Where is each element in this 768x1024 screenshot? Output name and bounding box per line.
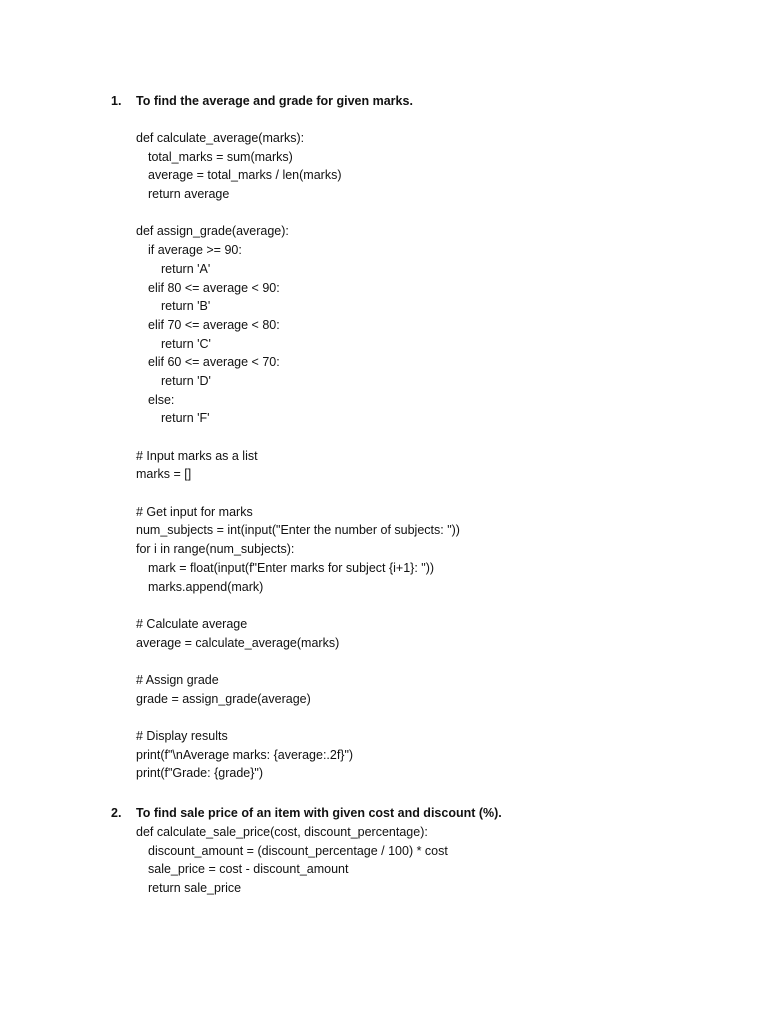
section-title: To find sale price of an item with given cost and discount (%).: [136, 806, 502, 820]
blank-line: [136, 204, 460, 223]
code-line: return sale_price: [148, 881, 242, 896]
code-line: return 'F': [161, 411, 210, 426]
code-line: average = total_marks / len(marks): [148, 168, 342, 183]
code-line: return 'B': [161, 299, 211, 314]
code-line: marks.append(mark): [148, 579, 264, 594]
section-number: 2.: [111, 806, 122, 820]
code-block: [136, 129, 460, 783]
code-line: return 'C': [161, 336, 211, 351]
blank-line: [136, 652, 460, 671]
code-line: discount_amount = (discount_percentage / 100) * cost: [148, 843, 448, 858]
code-line: def calculate_average(marks):: [136, 131, 305, 145]
code-line: else:: [148, 392, 175, 407]
section-heading: [0, 804, 768, 823]
code-line: return average: [148, 187, 230, 202]
code-line: # Input marks as a list: [136, 448, 258, 463]
code-line: def calculate_sale_price(cost, discount_percentage):: [136, 825, 428, 839]
code-line: # Display results: [136, 729, 228, 743]
code-line: # Assign grade: [136, 672, 219, 687]
section-heading: [0, 92, 768, 111]
code-line: num_subjects = int(input("Enter the number of subjects: ")): [136, 523, 460, 538]
section-title: To find the average and grade for given marks.: [136, 94, 413, 108]
code-line: for i in range(num_subjects):: [136, 542, 295, 557]
code-line: print(f"Grade: {grade}"): [136, 766, 263, 781]
blank-line: [136, 708, 460, 727]
section-number: 1.: [111, 94, 122, 108]
code-line: mark = float(input(f"Enter marks for subject {i+1}: ")): [148, 560, 435, 575]
code-line: marks = []: [136, 467, 192, 482]
code-line: # Get input for marks: [136, 504, 253, 519]
code-line: grade = assign_grade(average): [136, 691, 311, 706]
code-line: average = calculate_average(marks): [136, 635, 340, 650]
code-line: # Calculate average: [136, 616, 248, 631]
code-line: sale_price = cost - discount_amount: [148, 862, 349, 877]
code-line: print(f"\nAverage marks: {average:.2f}"): [136, 747, 354, 762]
code-line: elif 70 <= average < 80:: [148, 317, 280, 332]
code-line: elif 60 <= average < 70:: [148, 355, 280, 370]
code-line: total_marks = sum(marks): [148, 149, 293, 164]
code-line: elif 80 <= average < 90:: [148, 280, 280, 295]
blank-line: [136, 484, 460, 503]
code-line: return 'D': [161, 373, 211, 388]
code-line: if average >= 90:: [148, 243, 242, 258]
code-line: return 'A': [161, 261, 211, 276]
blank-line: [136, 428, 460, 447]
code-line: def assign_grade(average):: [136, 224, 289, 239]
code-block: [136, 823, 448, 898]
blank-line: [136, 596, 460, 615]
